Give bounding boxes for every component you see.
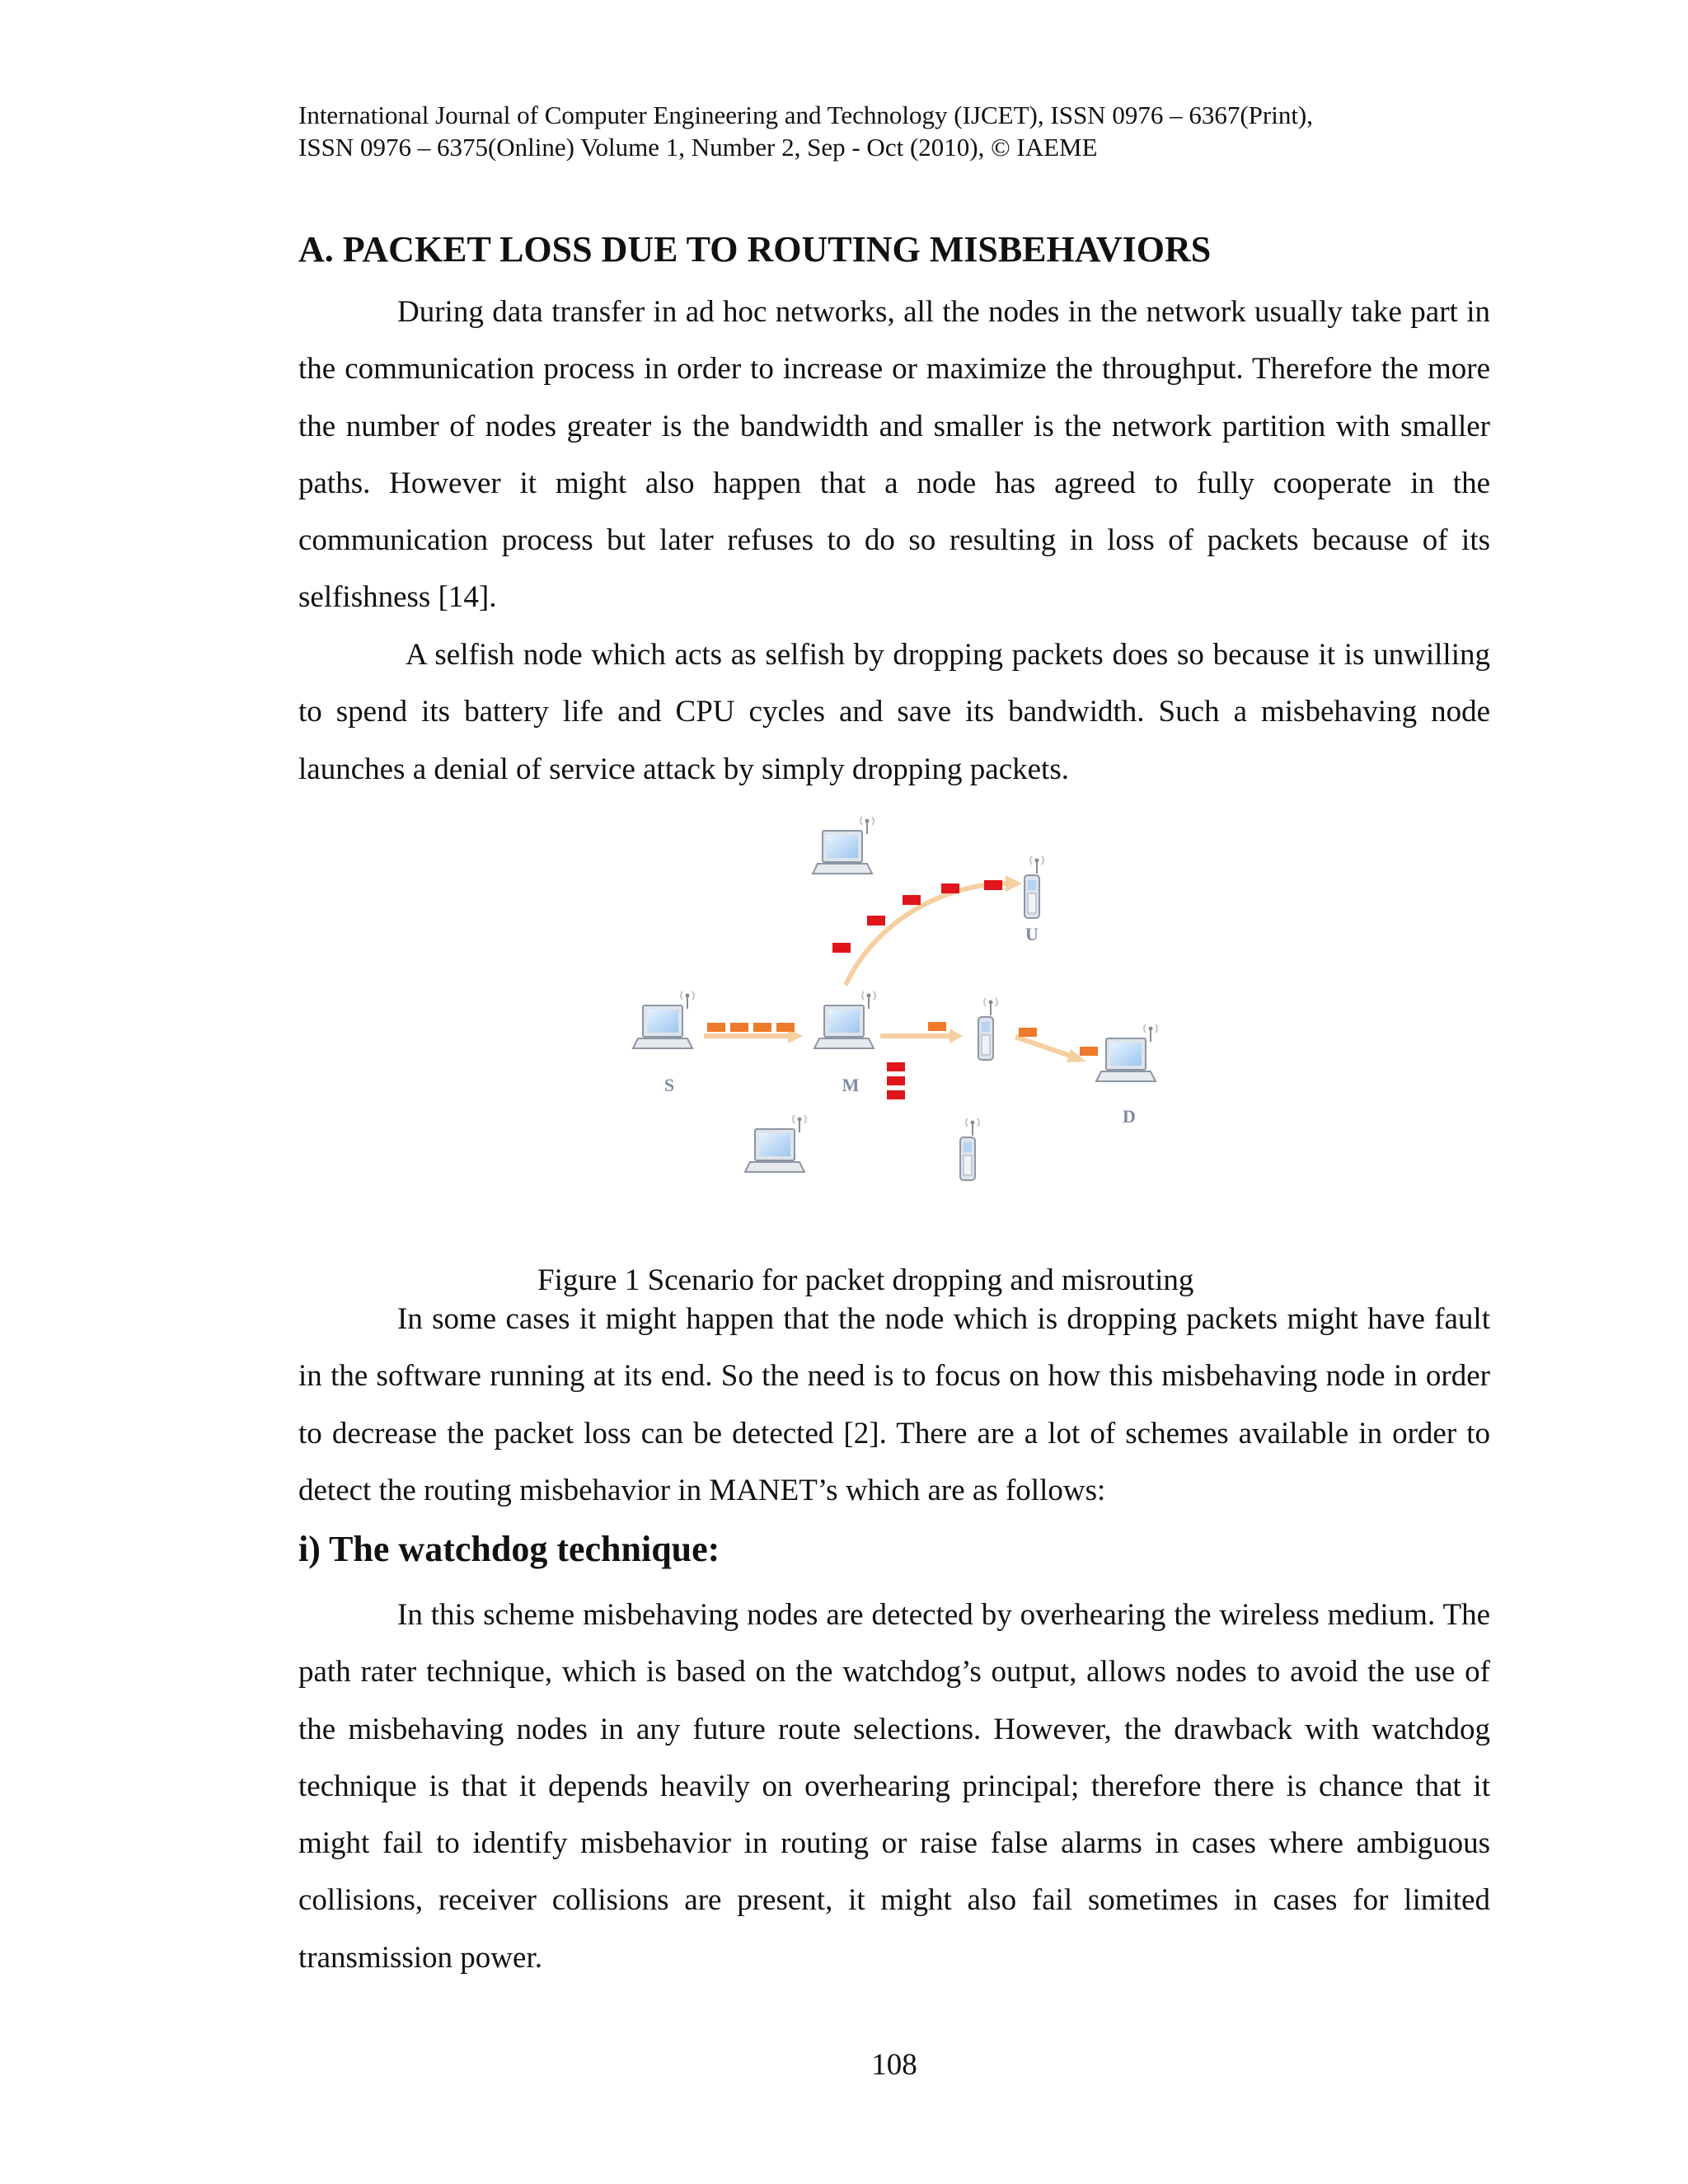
- page-number: 108: [871, 2048, 917, 2082]
- post-figure-paragraph: In some cases it might happen that the node which is dropping packets might have fault in the software running at its end. So the need is to focus on how this misbehaving node in order to decrease the packet loss can be detected [2]. There are a lot of schemes available in order to detect the routing misbehavior in MANET’s which are as follows:: [298, 1302, 1490, 1507]
- middle-phone-node: [978, 998, 997, 1060]
- node-u: [1025, 856, 1043, 918]
- bottom-phone-node: [960, 1118, 979, 1180]
- dropped-packets: [887, 1062, 905, 1099]
- figure-caption: Figure 1 Scenario for packet dropping and misrouting: [537, 1263, 1194, 1297]
- section-title: A. PACKET LOSS DUE TO ROUTING MISBEHAVIORS: [298, 229, 1212, 269]
- misrouted-packets: [832, 880, 1002, 953]
- top-laptop-node: [813, 817, 874, 874]
- forwarded-packets: [707, 1022, 1098, 1056]
- journal-header: [298, 99, 1493, 163]
- section-paragraph-2: A selfish node which acts as selfish by dropping packets does so because it is unwilling to spend its battery life and CPU cycles and save its bandwidth. Such a misbehaving node launches a denial of service attack by simply dropping packets.: [298, 638, 1490, 786]
- network-diagram: [628, 808, 1172, 1203]
- journal-header-line-2: ISSN 0976 – 6375(Online) Volume 1, Number 2, Sep - Oct (2010), © IAEME: [298, 133, 1098, 162]
- subsection-paragraph: In this scheme misbehaving nodes are detected by overhearing the wireless medium. The path rater technique, which is based on the watchdog’s output, allows nodes to avoid the use of the misbehaving nodes in any future route selections. However, the drawback with watchdog technique is that it depends heavily on overhearing principal; therefore there is chance that it might fail to identify misbehavior in routing or raise false alarms in cases where ambiguous collisions, receiver collisions are present, it might also fail sometimes in cases for limited transmission power.: [298, 1598, 1490, 1975]
- figure-1: [628, 808, 1172, 1203]
- bottom-laptop-node: [745, 1115, 806, 1172]
- label-s: S: [663, 1075, 675, 1095]
- label-u: U: [1025, 924, 1039, 944]
- node-s: [633, 991, 694, 1048]
- subsection-title: i) The watchdog technique:: [298, 1529, 720, 1569]
- journal-header-line-1: International Journal of Computer Engineering and Technology (IJCET), ISSN 0976 – 6367(Print),: [298, 101, 1314, 129]
- label-d: D: [1123, 1106, 1136, 1127]
- node-d: [1096, 1024, 1157, 1081]
- section-paragraph-1: During data transfer in ad hoc networks, all the nodes in the network usually take part in the communication process in order to increase or maximize the throughput. Therefore the more the number of nodes greater is the bandwidth and smaller is the network partition with smaller paths. However it might also happen that a node has agreed to fully cooperate in the communication process but later refuses to do so resulting in loss of packets because of its selfishness [14].: [298, 295, 1490, 615]
- label-m: M: [842, 1075, 860, 1095]
- node-m: [814, 991, 875, 1048]
